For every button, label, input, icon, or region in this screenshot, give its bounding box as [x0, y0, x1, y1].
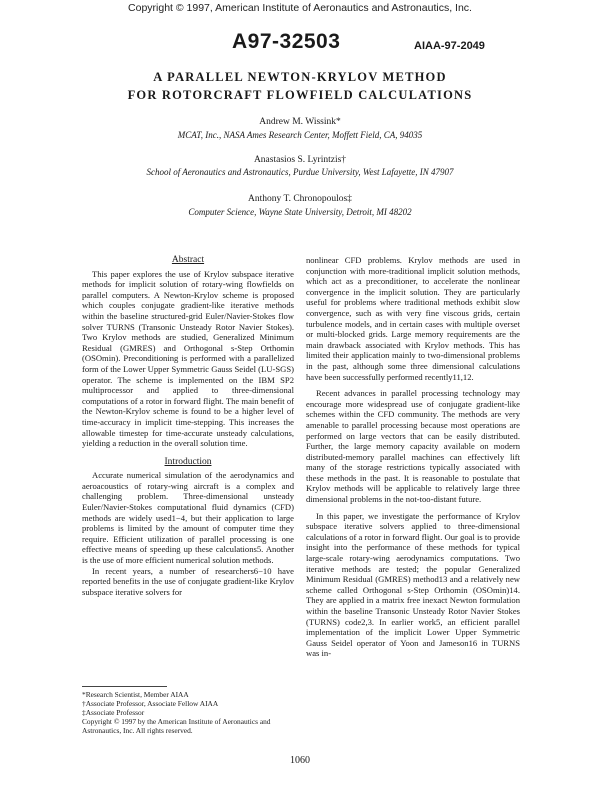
footnote-copyright: Copyright © 1997 by the American Institute of Aeronautics and Astronautics, Inc. All rights reserved.: [82, 717, 271, 735]
footnotes: [82, 690, 294, 735]
intro-paragraph-1: Accurate numerical simulation of the aerodynamics and aeroacoustics of rotary-wing aircraft is a complex and challenging problem. Three-dimensional unsteady Euler/Navier-Stokes computational fluid dynamics (CFD) methods are widely used1−4, but their application to large problems is limited by the amount of computer time they require. Efficient utilization of parallel processing is one effective means of speeding up these calculations5. Another is the use of more efficient numerical solution methods.: [82, 470, 294, 566]
right-paragraph-2: Recent advances in parallel processing technology may encourage more widespread use of conjugate gradient-like schemes within the CFD community. The methods are very amenable to parallel processing because most operations are performed on large vectors that can be easily distributed. Further, the large memory capacity available on modern distributed-memory parallel machines can effectively lift many of the storage restrictions typically associated with these methods in the past. It is reasonable to postulate that Krylov methods will be applicable to relatively large three dimensional problems in the not-too-distant future.: [306, 388, 520, 505]
author-3-affiliation: Computer Science, Wayne State University, Detroit, MI 48202: [188, 207, 412, 217]
intro-paragraph-2: In recent years, a number of researchers6−10 have reported benefits in the use of conjugate gradient-like Krylov subspace iterative solvers for: [82, 565, 294, 597]
page-number: 1060: [290, 755, 310, 766]
abstract-text: This paper explores the use of Krylov subspace iterative methods for implicit solution of rotary-wing flowfields on parallel computers. A Newton-Krylov scheme is proposed which couples conjugate gradient-like iterative methods within the baseline structured-grid Euler/Navier-Stokes flow solver TURNS (Transonic Unsteady Rotor Navier Stokes). Two Krylov methods are studied, Generalized Minimum Residual (GMRES) and Orthogonal s-Step Orthomin (OSOmin). Preconditioning is performed with a parallelized form of the Lower Upper Symmetric Gauss Seidel (LU-SGS) operator. The scheme is implemented on the IBM SP2 multiprocessor and applied to three-dimensional computations of a rotor in forward flight. The main benefit of the Newton-Krylov scheme is found to be a higher level of time-accuracy in implicit time-stepping. This increases the allowable timestep for time-accurate unsteady calculations, yielding a reduction in the overall solution time.: [82, 268, 294, 449]
footnote-1: *Research Scientist, Member AIAA: [82, 690, 189, 699]
author-1-name: Andrew M. Wissink*: [259, 117, 341, 127]
introduction-heading: Introduction: [164, 456, 212, 467]
abstract-heading: Abstract: [171, 255, 205, 265]
title-line-1: A PARALLEL NEWTON-KRYLOV METHOD: [153, 70, 447, 84]
paper-number: AIAA-97-2049: [414, 40, 485, 52]
footnote-3: ‡Associate Professor: [82, 708, 145, 717]
right-paragraph-3: In this paper, we investigate the performance of Krylov subspace iterative solvers applied to three-dimensional calculations of a rotor in forward flight. Our goal is to provide insight into the performance of these methods for typical large-scale rotary-wing aerodynamics computations. Two iterative methods are tested; the popular Generalized Minimum Residual (GMRES) method13 and a relatively new scheme called Orthogonal s-Step Orthomin (OSOmin)14. They are applied in a matrix free inexact Newton formulation within the baseline Transonic Unsteady Rotor Navier Stokes (TURNS) code2,3. In earlier work5, an efficient parallel implementation of the implicit Lower Upper Symmetric Gauss Seidel operator of Yoon and Jameson16 in TURNS was in-: [306, 510, 520, 659]
accession-number: A97-32503: [232, 30, 341, 53]
footnote-2: †Associate Professor, Associate Fellow AIAA: [82, 699, 219, 708]
author-2-affiliation: School of Aeronautics and Astronautics, Purdue University, West Lafayette, IN 47907: [146, 167, 454, 177]
right-column: [306, 255, 520, 659]
copyright-notice: Copyright © 1997, American Institute of Aeronautics and Astronautics, Inc.: [128, 2, 472, 14]
author-3-name: Anthony T. Chronopoulos‡: [248, 194, 352, 204]
left-column: [82, 255, 294, 597]
right-paragraph-1: nonlinear CFD problems. Krylov methods are used in conjunction with more-traditional implicit solution methods, which act as a preconditioner, to accelerate the nonlinear convergence in the implicit solution. They are particularly useful for problems where traditional methods exhibit slow convergence, such as with very fine viscous grids, certain turbulence models, and in certain cases with multiple overset or multi-blocked grids. Large memory requirements are the main drawback associated with Krylov methods. This has limited their application mainly to two-dimensional problems in the past, although some three dimensional calculations have been successfully performed recently11,12.: [306, 255, 520, 382]
author-2-name: Anastasios S. Lyrintzis†: [253, 155, 347, 165]
author-1-affiliation: MCAT, Inc., NASA Ames Research Center, Moffett Field, CA, 94035: [177, 130, 423, 140]
title-line-2: FOR ROTORCRAFT FLOWFIELD CALCULATIONS: [127, 88, 473, 102]
footnote-rule: [82, 686, 167, 687]
